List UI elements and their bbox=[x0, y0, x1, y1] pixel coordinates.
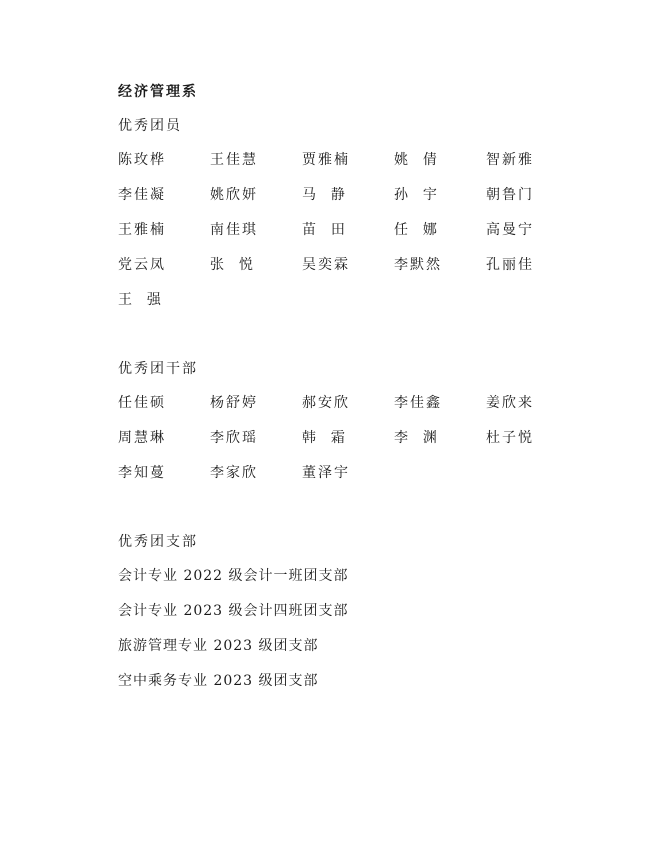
cadre-name: 杜子悦 bbox=[486, 430, 534, 446]
cadre-name: 杨舒婷 bbox=[210, 395, 258, 411]
member-name: 马 静 bbox=[302, 187, 347, 203]
department-title: 经济管理系 bbox=[118, 84, 198, 100]
member-name: 智新雅 bbox=[486, 152, 534, 168]
member-name: 苗 田 bbox=[302, 222, 347, 238]
cadre-name: 韩 霜 bbox=[302, 430, 347, 446]
cadre-name: 郝安欣 bbox=[302, 395, 350, 411]
cadre-name: 姜欣来 bbox=[486, 395, 534, 411]
member-name: 王佳慧 bbox=[210, 152, 258, 168]
member-name: 党云凤 bbox=[118, 257, 166, 273]
member-name: 姚 倩 bbox=[394, 152, 439, 168]
section-spacer bbox=[118, 485, 558, 530]
cadre-name: 李家欣 bbox=[210, 465, 258, 481]
member-name: 李默然 bbox=[394, 257, 442, 273]
member-name: 高曼宁 bbox=[486, 222, 534, 238]
document-page bbox=[118, 80, 558, 704]
member-name: 孙 宇 bbox=[394, 187, 439, 203]
branches-list bbox=[118, 564, 558, 693]
member-name: 孔丽佳 bbox=[486, 257, 534, 273]
section-title-branches: 优秀团支部 bbox=[118, 534, 198, 550]
cadre-name: 李佳鑫 bbox=[394, 395, 442, 411]
section-spacer bbox=[118, 312, 558, 357]
member-name: 王 强 bbox=[118, 292, 163, 308]
member-name: 南佳琪 bbox=[210, 222, 258, 238]
section-title-cadres: 优秀团干部 bbox=[118, 361, 198, 377]
member-name: 陈玫桦 bbox=[118, 152, 166, 168]
cadre-name: 任佳硕 bbox=[118, 395, 166, 411]
member-name: 姚欣妍 bbox=[210, 187, 258, 203]
cadre-name: 董泽宇 bbox=[302, 465, 350, 481]
member-name: 张 悦 bbox=[210, 257, 255, 273]
member-name: 贾雅楠 bbox=[302, 152, 350, 168]
branch-item: 旅游管理专业 2023 级团支部 bbox=[118, 638, 319, 654]
member-name: 李佳凝 bbox=[118, 187, 166, 203]
members-grid bbox=[118, 148, 558, 312]
branch-item: 空中乘务专业 2023 级团支部 bbox=[118, 673, 319, 689]
member-name: 王雅楠 bbox=[118, 222, 166, 238]
cadre-name: 周慧琳 bbox=[118, 430, 166, 446]
cadres-grid bbox=[118, 391, 558, 485]
member-name: 吴奕霖 bbox=[302, 257, 350, 273]
cadre-name: 李 渊 bbox=[394, 430, 439, 446]
member-name: 任 娜 bbox=[394, 222, 439, 238]
member-name: 朝鲁门 bbox=[486, 187, 534, 203]
section-title-members: 优秀团员 bbox=[118, 118, 182, 134]
branch-item: 会计专业 2023 级会计四班团支部 bbox=[118, 603, 349, 619]
cadre-name: 李知蔓 bbox=[118, 465, 166, 481]
cadre-name: 李欣瑶 bbox=[210, 430, 258, 446]
branch-item: 会计专业 2022 级会计一班团支部 bbox=[118, 568, 349, 584]
